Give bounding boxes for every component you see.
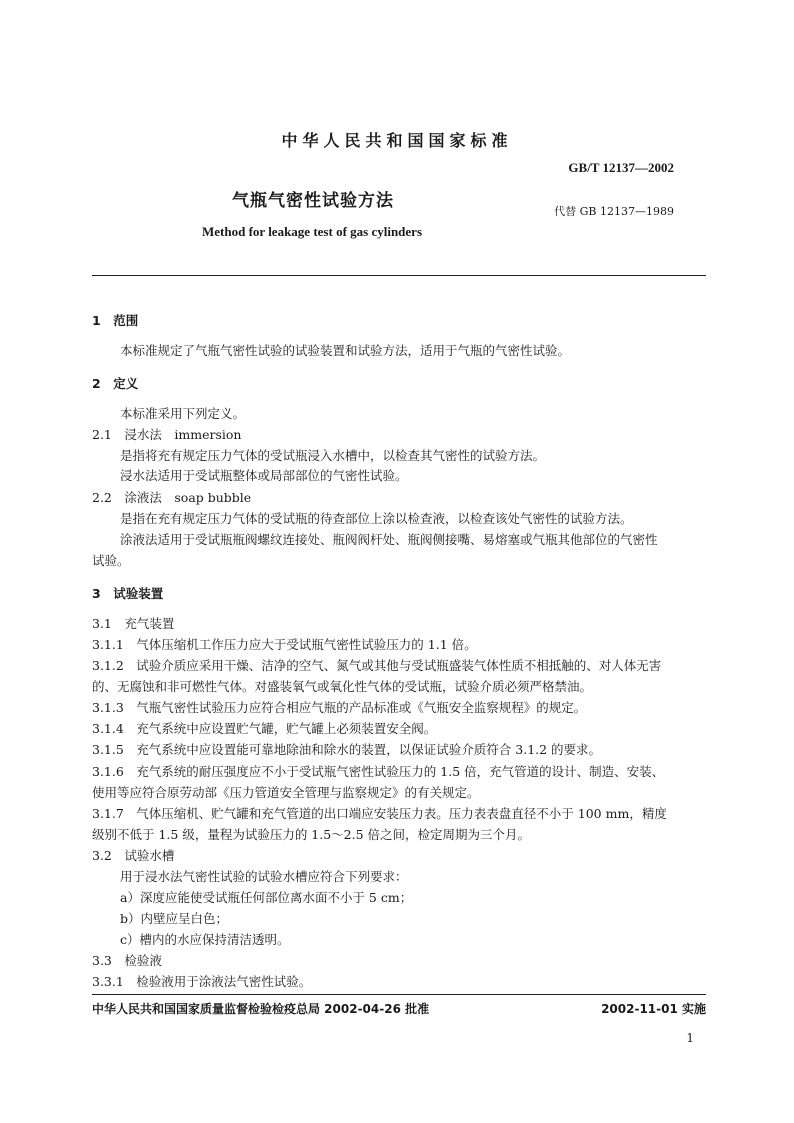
replaces-standard: 代替 GB 12137—1989 xyxy=(554,205,674,218)
section-2-1-paragraph-2: 浸水法适用于受试瓶整体或局部部位的气密性试验。 xyxy=(120,468,408,483)
section-3-3-1: 3.3.1 检验液用于涂液法气密性试验。 xyxy=(92,974,312,989)
section-3-1-4: 3.1.4 充气系统中应设置贮气罐，贮气罐上必须装置安全阀。 xyxy=(92,721,437,736)
section-3-1-6-line-1: 3.1.6 充气系统的耐压强度应不小于受试瓶气密性试验压力的 1.5 倍，充气管道的设计、制造、安装、 xyxy=(92,764,665,779)
section-2-heading: 2 定义 xyxy=(92,376,139,391)
section-3-1-5: 3.1.5 充气系统中应设置能可靠地除油和除水的装置，以保证试验介质符合 3.1.2 的要求。 xyxy=(92,742,602,757)
section-3-1-2-line-2: 的、无腐蚀和非可燃性气体。对盛装氧气或氧化性气体的受试瓶，试验介质必须严格禁油。 xyxy=(92,679,593,694)
section-3-heading: 3 试验装置 xyxy=(92,586,164,601)
section-3-1-7-line-1: 3.1.7 气体压缩机、贮气罐和充气管道的出口端应安装压力表。压力表表盘直径不小于 100 mm，精度 xyxy=(92,806,667,821)
section-1-paragraph: 本标准规定了气瓶气密性试验的试验装置和试验方法，适用于气瓶的气密性试验。 xyxy=(120,343,571,358)
document-title-english: Method for leakage test of gas cylinders xyxy=(202,224,423,239)
footer-divider xyxy=(92,994,706,995)
standard-number-text: GB/T 12137—2002 xyxy=(568,160,674,175)
section-3-1-3: 3.1.3 气瓶气密性试验压力应符合相应气瓶的产品标准或《气瓶安全监察规程》的规定。 xyxy=(92,700,587,715)
section-2-2-paragraph-2-line-2: 试验。 xyxy=(92,553,130,568)
effective-date: 2002-11-01 实施 xyxy=(601,1002,706,1016)
section-3-2-item-a: a）深度应能使受试瓶任何部位离水面不小于 5 cm； xyxy=(120,890,413,905)
section-2-2-heading: 2.2 涂液法 soap bubble xyxy=(92,490,252,505)
page-number: 1 xyxy=(686,1031,694,1045)
section-3-2-item-c: c）槽内的水应保持清洁透明。 xyxy=(120,932,290,947)
standard-number xyxy=(568,160,674,176)
section-2-2-paragraph-2-line-1: 涂液法适用于受试瓶瓶阀螺纹连接处、瓶阀阀杆处、瓶阀侧接嘴、易熔塞或气瓶其他部位的气密性 xyxy=(120,532,658,547)
section-3-1-1: 3.1.1 气体压缩机工作压力应大于受试瓶气密性试验压力的 1.1 倍。 xyxy=(92,637,477,652)
section-3-1-heading: 3.1 充气装置 xyxy=(92,616,175,631)
national-standard-heading: 中华人民共和国国家标准 xyxy=(281,131,513,150)
section-3-1-2-line-1: 3.1.2 试验介质应采用干燥、洁净的空气、氮气或其他与受试瓶盛装气体性质不相抵触的、对人体无害 xyxy=(92,658,662,673)
section-3-1-6-line-2: 使用等应符合原劳动部《压力管道安全管理与监察规定》的有关规定。 xyxy=(92,785,480,800)
section-3-2-heading: 3.2 试验水槽 xyxy=(92,848,175,863)
section-3-2-paragraph: 用于浸水法气密性试验的试验水槽应符合下列要求： xyxy=(120,869,408,884)
section-3-3-heading: 3.3 检验液 xyxy=(92,953,162,968)
issued-by: 中华人民共和国国家质量监督检验检疫总局 2002-04-26 批准 xyxy=(92,1002,430,1016)
section-2-paragraph: 本标准采用下列定义。 xyxy=(120,406,246,421)
section-1-heading: 1 范围 xyxy=(92,313,139,328)
section-2-2-paragraph-1: 是指在充有规定压力气体的受试瓶的待查部位上涂以检查液，以检查该处气密性的试验方法。 xyxy=(120,511,633,526)
section-2-1-paragraph-1: 是指将充有规定压力气体的受试瓶浸入水槽中，以检查其气密性的试验方法。 xyxy=(120,448,546,463)
document-title: 气瓶气密性试验方法 xyxy=(232,191,394,211)
header-divider xyxy=(92,275,706,276)
section-3-1-7-line-2: 级别不低于 1.5 级，量程为试验压力的 1.5～2.5 倍之间，检定周期为三个月。 xyxy=(92,827,531,842)
section-2-1-heading: 2.1 浸水法 immersion xyxy=(92,427,242,442)
section-3-2-item-b: b）内壁应呈白色； xyxy=(120,911,229,926)
